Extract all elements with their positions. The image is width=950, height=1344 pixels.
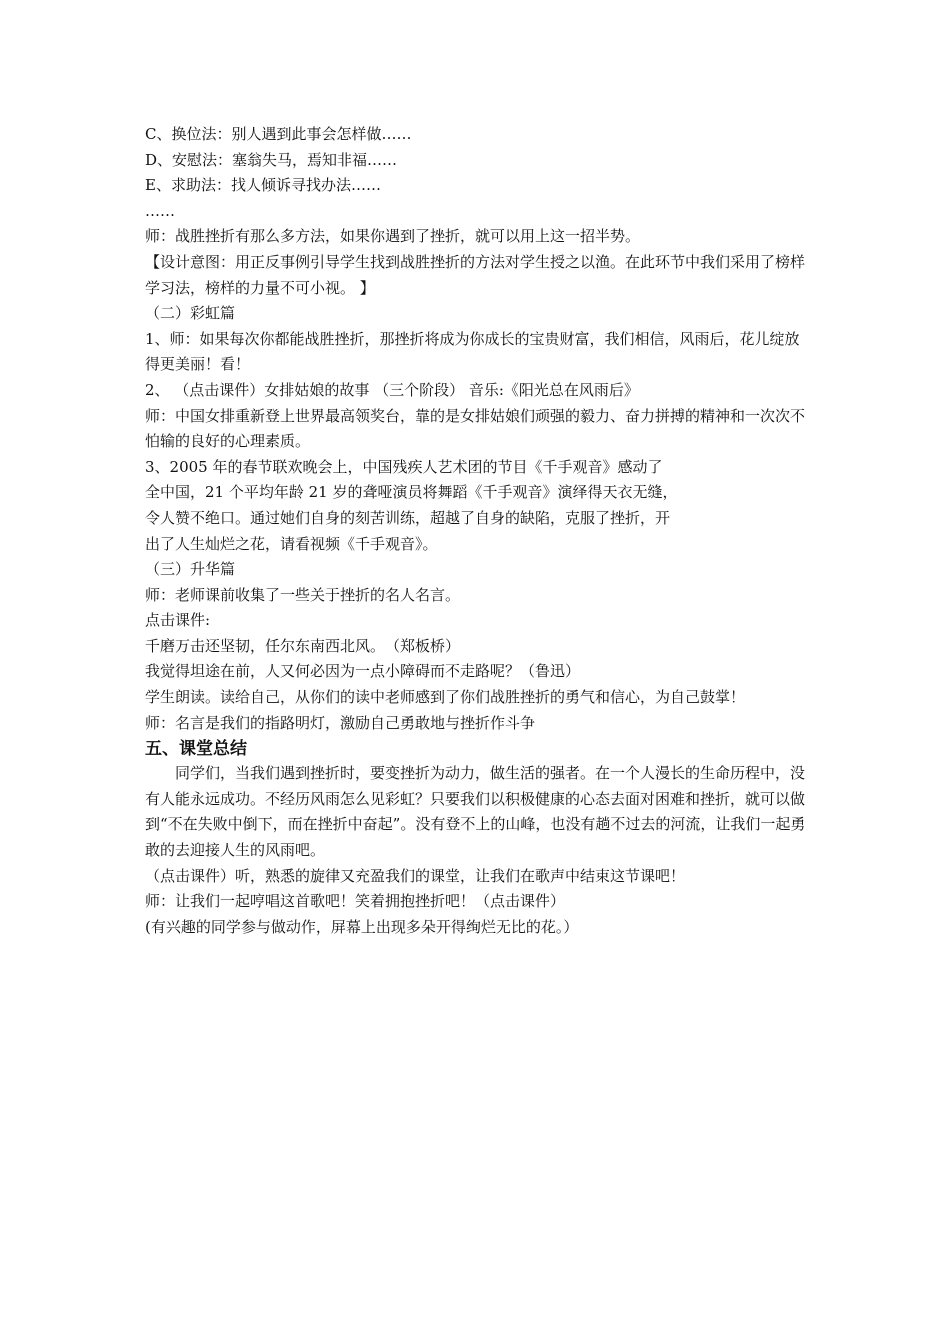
summary-paragraph: 同学们，当我们遇到挫折时，要变挫折为动力，做生活的强者。在一个人漫长的生命历程中，没有人能永远成功。不经历风雨怎么见彩虹？只要我们以积极健康的心态去面对困难和挫折，就可以做到“不在失败中倒下，而在挫折中奋起”。没有登不上的山峰，也没有趟不过去的河流，让我们一起勇敢的去迎接人生的风雨吧。 xyxy=(145,764,806,860)
teacher-line-2: 师：老师课前收集了一些关于挫折的名人名言。 xyxy=(145,585,461,604)
design-intent: 【设计意图：用正反事例引导学生找到战胜挫折的方法对学生授之以渔。在此环节中我们采用了榜样学习法，榜样的力量不可小视。 】 xyxy=(145,252,806,297)
summary-line-2: （点击课件）听，熟悉的旋律又充盈我们的课堂，让我们在歌声中结束这节课吧！ xyxy=(145,866,686,885)
paragraph-3-line-1: 3、2005 年的春节联欢晚会上，中国残疾人艺术团的节目《千手观音》感动了 xyxy=(145,457,663,476)
teacher-line-1: 师：战胜挫折有那么多方法，如果你遇到了挫折，就可以用上这一招半势。 xyxy=(145,227,641,246)
paragraph-3-line-3: 令人赞不绝口。通过她们自身的刻苦训练，超越了自身的缺陷，克服了挫折，开 xyxy=(145,508,671,527)
summary-line-3: 师：让我们一起哼唱这首歌吧！笑着拥抱挫折吧！（点击课件） xyxy=(145,892,566,911)
section-sublimation-title: （三）升华篇 xyxy=(145,560,236,579)
method-c: C、换位法：别人遇到此事会怎样做…… xyxy=(145,125,412,143)
method-e: E、求助法：找人倾诉寻找办法…… xyxy=(145,176,381,195)
heading-class-summary: 五、课堂总结 xyxy=(145,739,247,760)
document-body xyxy=(145,122,810,940)
method-d: D、安慰法：塞翁失马，焉知非福…… xyxy=(145,150,398,169)
paragraph-3-line-2: 全中国，21 个平均年龄 21 岁的聋哑演员将舞蹈《千手观音》演绎得天衣无缝， xyxy=(145,483,678,502)
student-reading-line: 学生朗读。读给自己，从你们的读中老师感到了你们战胜挫折的勇气和信心，为自己鼓掌！ xyxy=(145,688,746,707)
paragraph-2: 2、 （点击课件）女排姑娘的故事 （三个阶段） 音乐:《阳光总在风雨后》 xyxy=(145,380,639,399)
teacher-line-3: 师：名言是我们的指路明灯，激励自己勇敢地与挫折作斗争 xyxy=(145,713,536,732)
paragraph-1: 1、师：如果每次你都能战胜挫折，那挫折将成为你成长的宝贵财富，我们相信，风雨后，花儿绽放得更美丽！看！ xyxy=(145,329,800,374)
quote-zheng-banqiao: 千磨万击还坚韧，任尔东南西北风。 （郑板桥） xyxy=(145,636,461,655)
summary-line-4: (有兴趣的同学参与做动作，屏幕上出现多朵开得绚烂无比的花。） xyxy=(145,917,579,936)
click-courseware-line: 点击课件: xyxy=(145,611,211,630)
ellipsis-line: …… xyxy=(145,201,175,220)
paragraph-3-line-4: 出了人生灿烂之花，请看视频《千手观音》。 xyxy=(145,534,438,553)
paragraph-2b: 师：中国女排重新登上世界最高领奖台，靠的是女排姑娘们顽强的毅力、奋力拼搏的精神和一次次不怕输的良好的心理素质。 xyxy=(145,406,806,451)
section-rainbow-title: （二）彩虹篇 xyxy=(145,304,236,323)
quote-lu-xun: 我觉得坦途在前，人又何必因为一点小障碍而不走路呢？（鲁迅） xyxy=(145,662,581,681)
